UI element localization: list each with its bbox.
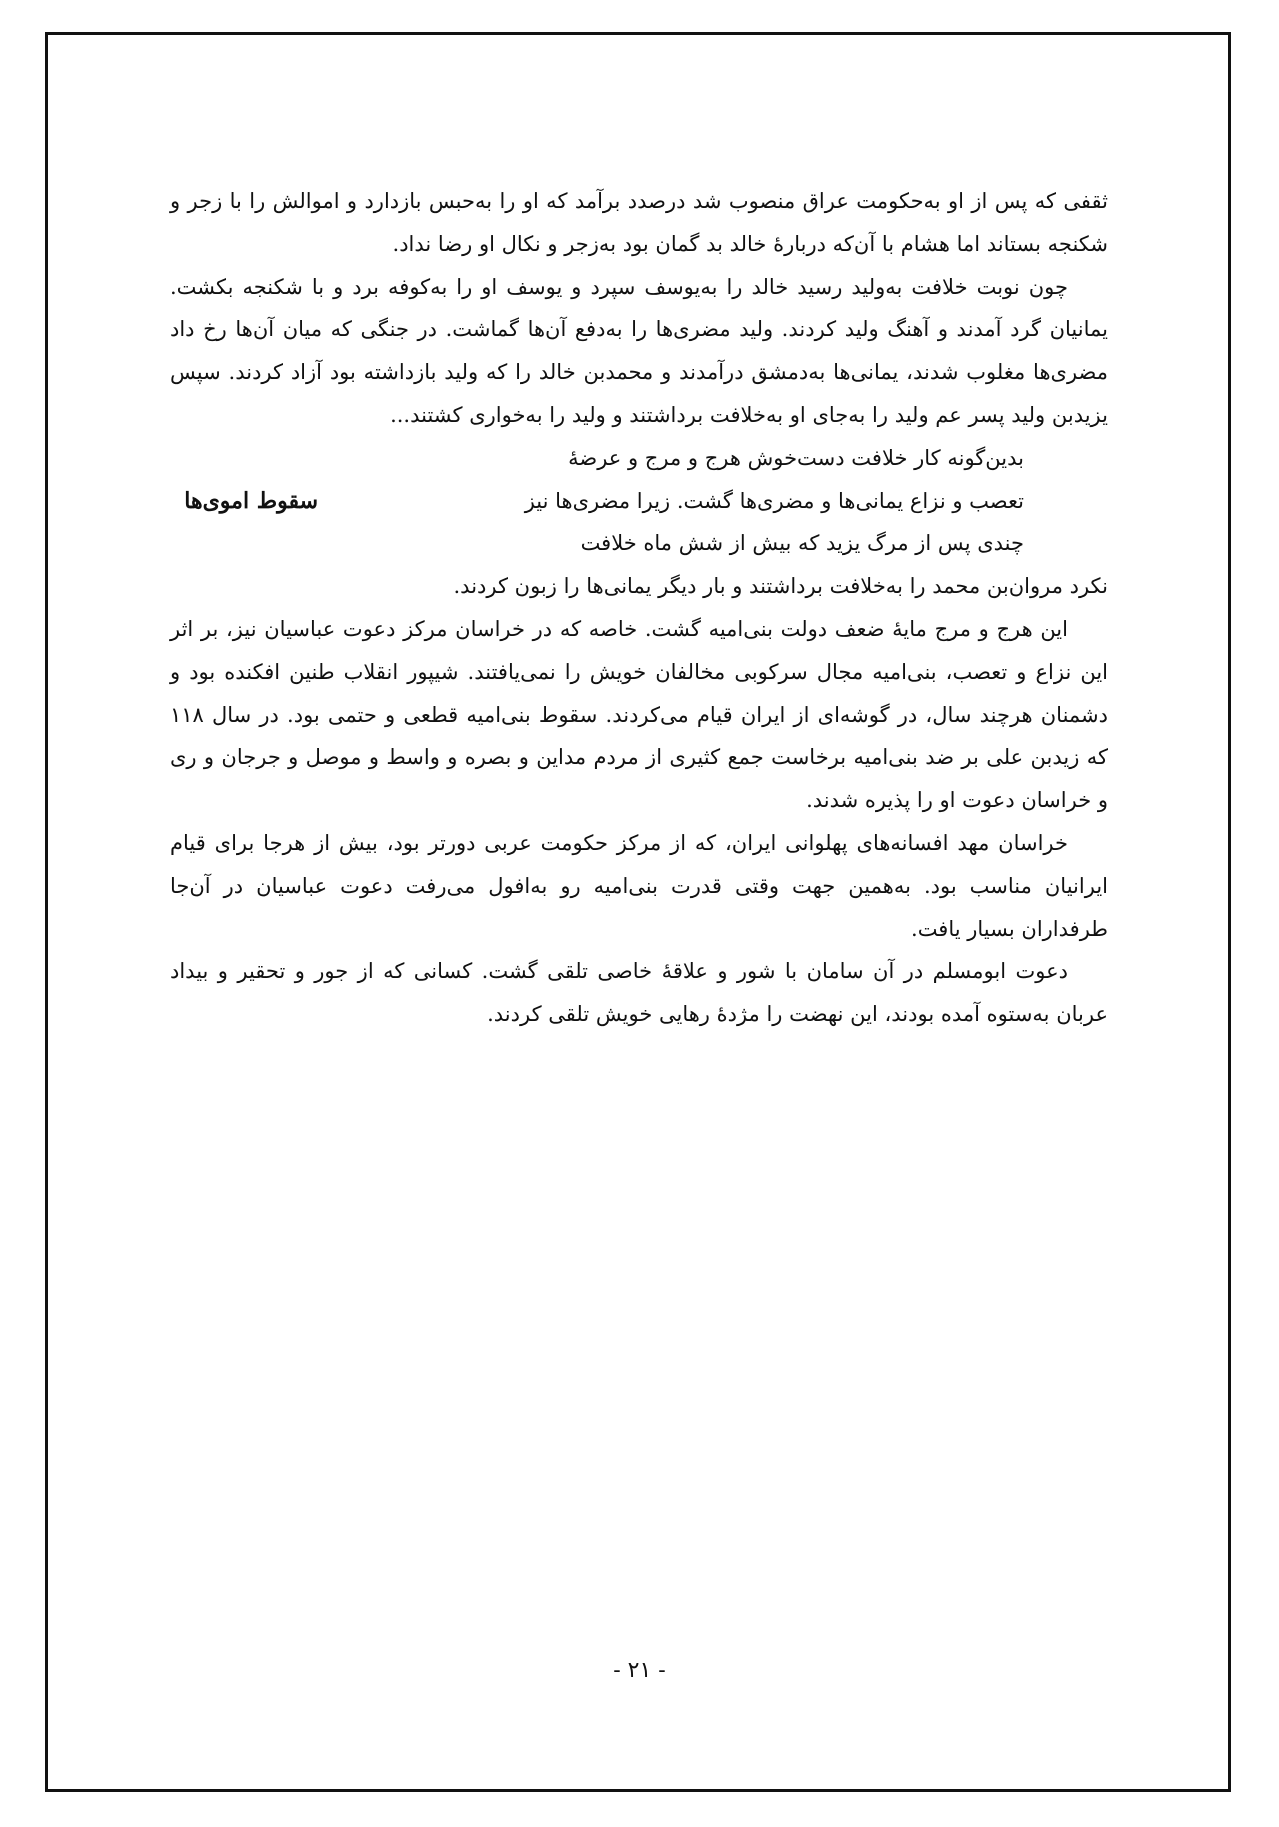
paragraph-2: چون نوبت خلافت به‌ولید رسید خالد را به‌یوسف سپرد و یوسف او را به‌کوفه برد و با شکنجه بکشت. یمانیان گرد آمدند و آهنگ ولید کردند. ولید مضری‌ها را به‌دفع آن‌ها گماشت. در جنگی که میان آن‌ها رخ داد مضری‌ها مغلوب شدند، یمانی‌ها به‌دمشق درآمدند و محمدبن خالد را که ولید بازداشته بود آزاد کردند. سپس یزیدبن ولید پسر عم ولید را به‌جای او به‌خلافت برداشتند و ولید را به‌خواری کشتند...: [170, 274, 1108, 427]
body-text: [170, 180, 1108, 1036]
wrapped-line-3: چندی پس از مرگ یزید که بیش از شش ماه خلافت: [580, 531, 1024, 556]
paragraph-6: دعوت ابومسلم در آن سامان با شور و علاقۀ خاصی تلقی گشت. کسانی که از جور و تحقیر و بیداد عربان به‌ستوه آمده بودند، این نهضت را مژدۀ رهایی خویش تلقی کردند.: [170, 959, 1108, 1027]
paragraph-5: خراسان مهد افسانه‌های پهلوانی ایران، که از مرکز حکومت عربی دورتر بود، بیش از هرجا برای قیام ایرانیان مناسب بود. به‌همین جهت وقتی قدرت بنی‌امیه رو به‌افول می‌رفت دعوت عباسیان در آن‌جا طرفداران بسیار یافت.: [170, 830, 1108, 941]
paragraph-1: ثقفی که پس از او به‌حکومت عراق منصوب شد درصدد برآمد که او را به‌حبس بازدارد و اموالش را با زجر و شکنجه بستاند اما هشام با آن‌که دربارۀ خالد بد گمان بود به‌زجر و نکال او رضا نداد.: [170, 189, 1108, 256]
section-heading: سقوط اموی‌ها: [184, 487, 318, 514]
paragraph-4: این هرج و مرج مایۀ ضعف دولت بنی‌امیه گشت. خاصه که در خراسان مرکز دعوت عباسیان نیز، بر اثر این نزاع و تعصب، بنی‌امیه مجال سرکوبی مخالفان خویش را نمی‌یافتند. شیپور انقلاب طنین افکنده بود و دشمنان هرچند سال، در گوشه‌ای از ایران قیام می‌کردند. سقوط بنی‌امیه قطعی و حتمی بود. در سال ۱۱۸ که زیدبن علی بر ضد بنی‌امیه برخاست جمع کثیری از مردم مداین و بصره و واسط و موصل و جرجان و ری و خراسان دعوت او را پذیره شدند.: [170, 616, 1109, 813]
wrapped-line-1: بدین‌گونه کار خلافت دست‌خوش هرج و مرج و عرضۀ: [568, 445, 1024, 470]
page-number: - ۲۱ -: [613, 1658, 666, 1683]
wrapped-line-2: تعصب و نزاع یمانی‌ها و مضری‌ها گشت. زیرا مضری‌ها نیز: [524, 488, 1024, 513]
paragraph-3-tail: نکرد مروان‌بن محمد را به‌خلافت برداشتند و بار دیگر یمانی‌ها را زبون کردند.: [453, 574, 1108, 599]
side-heading-block: [170, 437, 1108, 565]
wrapped-lines: [318, 437, 1108, 565]
